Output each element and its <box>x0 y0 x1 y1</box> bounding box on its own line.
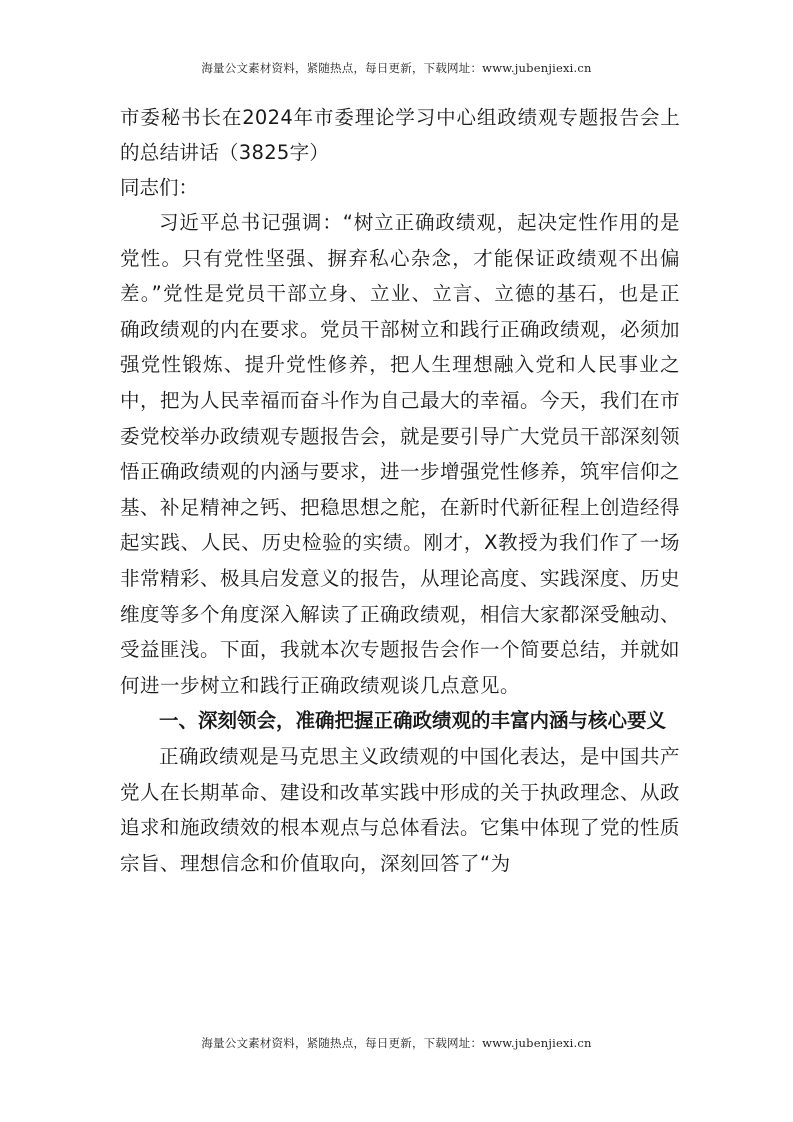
salutation: 同志们： <box>120 176 199 199</box>
document-body <box>120 100 680 881</box>
page-header: 海量公文素材资料，紧随热点，每日更新，下载网址：www.jubenjiexi.cn <box>201 61 592 75</box>
page-footer: 海量公文素材资料，紧随热点，每日更新，下载网址：www.jubenjiexi.cn <box>201 1036 592 1050</box>
body-paragraph: 习近平总书记强调：“树立正确政绩观，起决定性作用的是党性。只有党性坚强、摒弃私心杂念，才能保证政绩观不出偏差。”党性是党员干部立身、立业、立言、立德的基石，也是正确政绩观的内在要求。党员干部树立和践行正确政绩观，必须加强党性锻炼、提升党性修养，把人生理想融入党和人民事业之中，把为人民幸福而奋斗作为自己最大的幸福。今天，我们在市委党校举办政绩观专题报告会，就是要引导广大党员干部深刻领悟正确政绩观的内涵与要求，进一步增强党性修养，筑牢信仰之基、补足精神之钙、把稳思想之舵，在新时代新征程上创造经得起实践、人民、历史检验的实绩。刚才，X教授为我们作了一场非常精彩、极具启发意义的报告，从理论高度、实践深度、历史维度等多个角度深入解读了正确政绩观，相信大家都深受触动、受益匪浅。下面，我就本次专题报告会作一个简要总结，并就如何进一步树立和践行正确政绩观谈几点意见。 <box>120 211 681 697</box>
section-heading: 一、深刻领会，准确把握正确政绩观的丰富内涵与核心要义 <box>159 709 667 733</box>
document-title: 市委秘书长在2024年市委理论学习中心组政绩观专题报告会上的总结讲话（3825字） <box>120 106 680 164</box>
body-paragraph: 正确政绩观是马克思主义政绩观的中国化表达，是中国共产党人在长期革命、建设和改革实践中形成的关于执政理念、从政追求和施政绩效的根本观点与总体看法。它集中体现了党的性质宗旨、理想信念和价值取向，深刻回答了“为 <box>120 744 681 875</box>
